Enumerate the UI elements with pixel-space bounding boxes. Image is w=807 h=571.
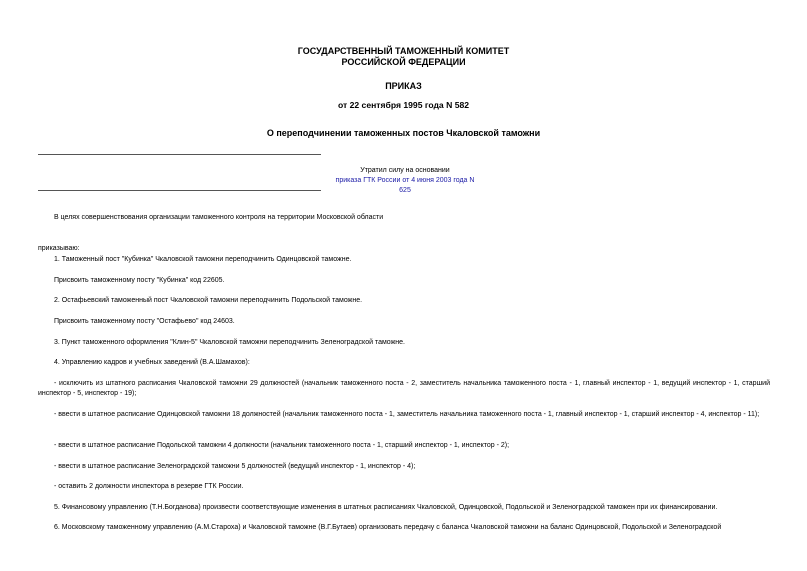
preamble: В целях совершенствования организации таможенного контроля на территории Московской области: [54, 214, 384, 221]
item-2: 2. Остафьевский таможенный пост Чкаловской таможни переподчинить Подольской таможне.: [54, 297, 363, 304]
item-5: 5. Финансовому управлению (Т.Н.Богданова) произвести соответствующие изменения в штатных расписаниях Чкаловской, Одинцовской, Подольской и Зеленоградской таможен при их финансировании.: [54, 504, 718, 511]
item-4-podolsk: - ввести в штатное расписание Подольской таможни 4 должности (начальник таможенного поста - 1, старший инспектор - 1, инспектор - 2);: [54, 442, 510, 449]
item-4-exclude: - исключить из штатного расписания Чкаловской таможни 29 должностей (начальник таможенного поста - 2, заместитель начальника таможенного поста - 1, главный инспектор - 1, ведущий инспектор - 1, старший инспектор - 5, инспектор - 19);: [38, 380, 770, 397]
item-4-odintsovo: - ввести в штатное расписание Одинцовской таможни 18 должностей (начальник таможенного поста - 1, заместитель начальника таможенного поста - 1, главный инспектор - 1, старший инспектор - 4, инспектор - 11);: [54, 411, 760, 418]
item-4: 4. Управлению кадров и учебных заведений (В.А.Шамахов):: [54, 359, 250, 366]
doc-title: О переподчинении таможенных постов Чкаловской таможни: [266, 128, 541, 138]
item-3: 3. Пункт таможенного оформления "Клин-5" Чкаловской таможни переподчинить Зеленоградской таможне.: [54, 339, 405, 346]
item-4-zelenograd: - ввести в штатное расписание Зеленоградской таможни 5 должностей (ведущий инспектор - 1, инспектор - 4);: [54, 463, 416, 470]
divider-bottom: [38, 190, 321, 191]
item-2-code: Присвоить таможенному посту "Остафьево" код 24603.: [54, 318, 235, 325]
org-name-line2: РОССИЙСКОЙ ФЕДЕРАЦИИ: [341, 57, 466, 67]
item-1: 1. Таможенный пост "Кубинка" Чкаловской таможни переподчинить Одинцовской таможне.: [54, 256, 352, 263]
doc-type: ПРИКАЗ: [385, 81, 422, 91]
validity-notice: [330, 166, 480, 196]
item-1-code: Присвоить таможенному посту "Кубинка" код 22605.: [54, 277, 225, 284]
item-6: 6. Московскому таможенному управлению (А.М.Староха) и Чкаловской таможне (В.Г.Бутаев) организовать передачу с баланса Чкаловской таможни на баланс Одинцовской, Подольской и Зеленоградской: [54, 524, 722, 531]
order-word: приказываю:: [38, 245, 80, 252]
divider-top: [38, 154, 321, 155]
doc-date-number: от 22 сентября 1995 года N 582: [337, 100, 470, 110]
repeal-order-link[interactable]: приказа ГТК России от 4 июня 2003 года N 625: [335, 177, 475, 194]
org-name-line1: ГОСУДАРСТВЕННЫЙ ТАМОЖЕННЫЙ КОМИТЕТ: [297, 46, 510, 56]
item-4-reserve: - оставить 2 должности инспектора в резерве ГТК России.: [54, 483, 244, 490]
validity-notice-text: Утратил силу на основании: [360, 167, 450, 174]
